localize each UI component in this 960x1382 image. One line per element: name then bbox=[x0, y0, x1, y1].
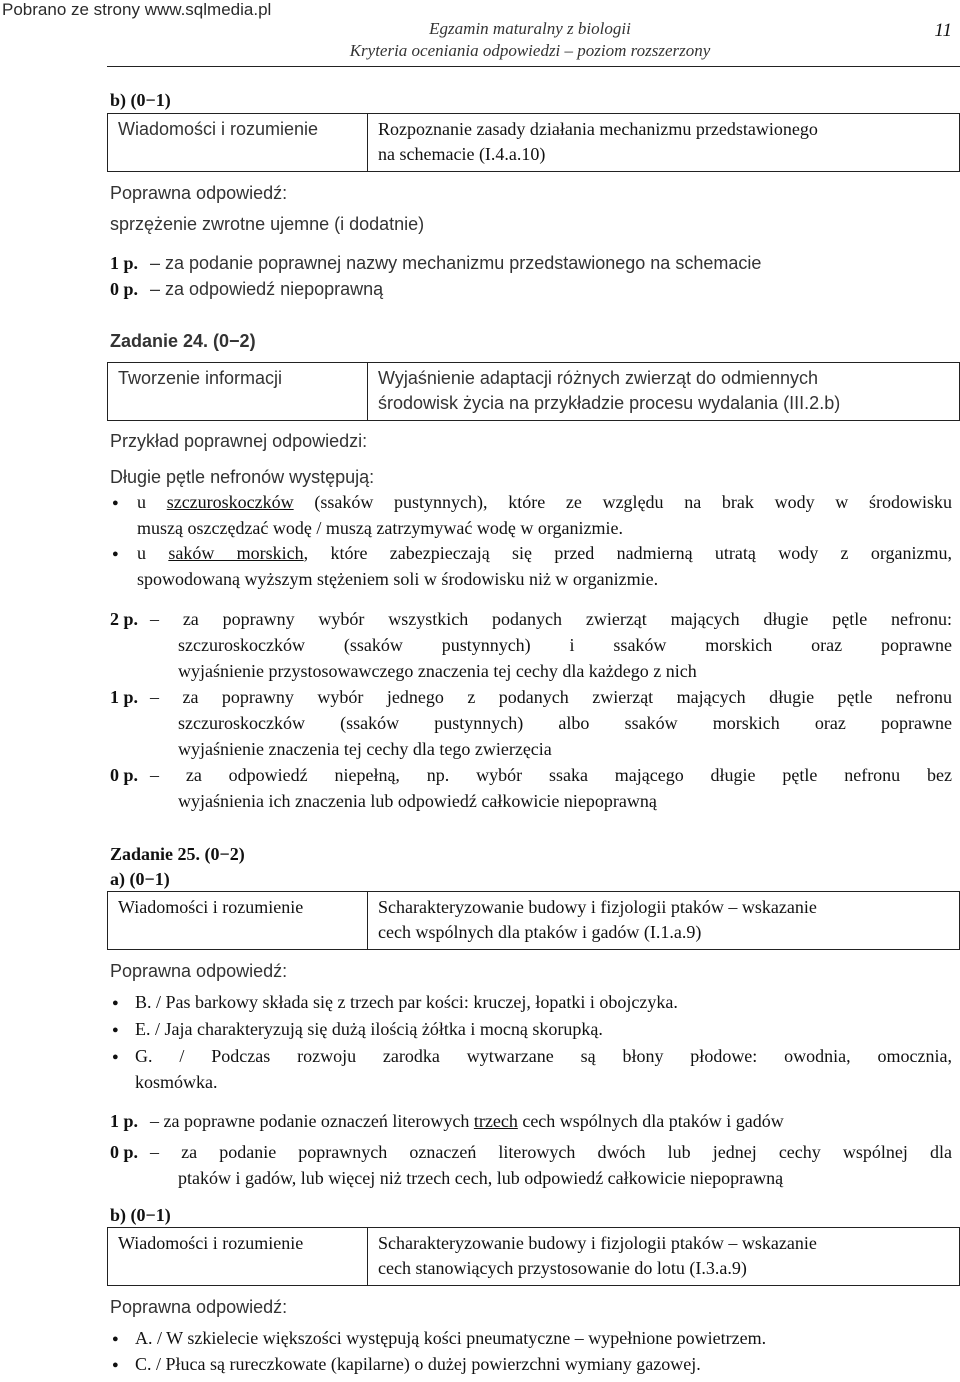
bullet-text: u bbox=[137, 492, 167, 512]
header-divider bbox=[107, 66, 960, 67]
answer-label: Poprawna odpowiedź: bbox=[110, 1297, 288, 1317]
bullet-icon: ● bbox=[112, 1024, 119, 1036]
skill-area: Wiadomości i rozumienie bbox=[108, 1228, 368, 1286]
requirement-line: Rozpoznanie zasady działania mechanizmu przedstawionego bbox=[378, 119, 818, 139]
requirement-line: cech stanowiących przystosowanie do lotu (I.3.a.9) bbox=[378, 1258, 747, 1278]
answer-item: G. / Podczas rozwoju zarodka wytwarzane są błony płodowe: owodnia, omocznia, bbox=[135, 1046, 952, 1066]
page-number: 11 bbox=[934, 20, 952, 41]
requirements-box-25a bbox=[107, 891, 960, 950]
answer-label: Poprawna odpowiedź: bbox=[110, 183, 288, 203]
score-points: 1 p. bbox=[110, 253, 139, 273]
requirements-box-25b bbox=[107, 1227, 960, 1286]
score-description: – za podanie poprawnej nazwy mechanizmu przedstawionego na schemacie bbox=[150, 253, 762, 273]
bullet-icon: ● bbox=[112, 1051, 119, 1063]
score-points: 2 p. bbox=[110, 609, 139, 629]
score-points: 0 p. bbox=[110, 1142, 139, 1162]
example-answer-label: Przykład poprawnej odpowiedzi: bbox=[110, 431, 368, 451]
score-description: – za odpowiedź niepoprawną bbox=[150, 279, 384, 299]
requirements-box-b1 bbox=[107, 113, 960, 172]
requirement-cell bbox=[368, 114, 960, 172]
skill-area: Wiadomości i rozumienie bbox=[108, 114, 368, 172]
task-24-title: Zadanie 24. (0−2) bbox=[110, 331, 256, 351]
score-1p-line3: wyjaśnienie znaczenia tej cechy dla tego zwierzęcia bbox=[178, 739, 552, 759]
bullet-text: , które zabezpieczają się przed nadmierną utratą wody z organizmu, bbox=[303, 543, 953, 563]
bullet-icon: ● bbox=[112, 1333, 119, 1345]
answer-bullet-2-cont: spowodowaną wyższym stężeniem soli w środowisku niż w organizmie. bbox=[137, 569, 659, 589]
task-25-title: Zadanie 25. (0−2) bbox=[110, 844, 245, 864]
answer-item: C. / Płuca są rureczkowate (kapilarne) o dużej powierzchni wymiany gazowej. bbox=[135, 1354, 701, 1374]
bullet-text: (ssaków pustynnych), które ze względu na brak wody w środowisku bbox=[293, 492, 952, 512]
score-0p bbox=[110, 276, 952, 302]
answer-item: E. / Jaja charakteryzują się dużą ilością żółtka i mocną skorupką. bbox=[135, 1019, 603, 1039]
subtask-b-title: b) (0−1) bbox=[110, 90, 171, 110]
underlined-term: trzech bbox=[473, 1111, 518, 1131]
score-2p-line1: – za poprawny wybór wszystkich podanych zwierząt mających długie pętle nefronu: bbox=[150, 609, 952, 629]
answer-bullet-1 bbox=[137, 489, 952, 515]
requirement-line: Wyjaśnienie adaptacji różnych zwierząt do odmiennych bbox=[378, 368, 819, 388]
answer-bullet-2 bbox=[137, 540, 952, 566]
bullet-icon: ● bbox=[112, 497, 119, 509]
page-header bbox=[290, 18, 770, 62]
score-text: cech wspólnych dla ptaków i gadów bbox=[517, 1111, 784, 1131]
score-2p-line2: szczuroskoczków (ssaków pustynnych) i ssaków morskich oraz poprawne bbox=[178, 635, 952, 655]
requirement-cell bbox=[368, 1228, 960, 1286]
score-1p-line1 bbox=[150, 1108, 784, 1134]
bullet-text: u bbox=[137, 543, 169, 563]
answer-item: A. / W szkielecie większości występują kości pneumatyczne – wypełnione powietrzem. bbox=[135, 1328, 767, 1348]
score-points: 0 p. bbox=[110, 765, 139, 785]
answer-item: B. / Pas barkowy składa się z trzech par kości: kruczej, łopatki i obojczyka. bbox=[135, 992, 678, 1012]
score-0p-line2: wyjaśnienia ich znaczenia lub odpowiedź całkowicie niepoprawną bbox=[178, 791, 657, 811]
score-text: – za poprawne podanie oznaczeń literowych bbox=[150, 1111, 474, 1131]
requirements-box-24 bbox=[107, 362, 960, 421]
requirement-line: Scharakteryzowanie budowy i fizjologii ptaków – wskazanie bbox=[378, 1233, 817, 1253]
score-1p bbox=[110, 250, 952, 276]
watermark: Pobrano ze strony www.sqlmedia.pl bbox=[2, 0, 272, 19]
skill-area: Tworzenie informacji bbox=[108, 363, 368, 421]
requirement-cell bbox=[368, 892, 960, 950]
score-0p-line1: – za podanie poprawnych oznaczeń literowych dwóch lub jednej cechy wspólnej dla bbox=[150, 1142, 952, 1162]
score-2p-line3: wyjaśnienie przystosowawczego znaczenia tej cechy dla każdego z nich bbox=[178, 661, 697, 681]
subtask-a-title: a) (0−1) bbox=[110, 869, 170, 889]
answer-intro: Długie pętle nefronów występują: bbox=[110, 467, 375, 487]
skill-area: Wiadomości i rozumienie bbox=[108, 892, 368, 950]
header-subtitle: Kryteria oceniania odpowiedzi – poziom rozszerzony bbox=[349, 41, 711, 60]
requirement-line: cech wspólnych dla ptaków i gadów (I.1.a.9) bbox=[378, 922, 702, 942]
answer-bullet-1-cont: muszą oszczędzać wodę / muszą zatrzymywać wodę w organizmie. bbox=[137, 518, 623, 538]
answer-item-cont: kosmówka. bbox=[135, 1072, 218, 1092]
answer-label: Poprawna odpowiedź: bbox=[110, 961, 288, 981]
underlined-term: saków morskich bbox=[168, 543, 304, 563]
score-1p-line2: szczuroskoczków (ssaków pustynnych) albo ssaków morskich oraz poprawne bbox=[178, 713, 952, 733]
header-title: Egzamin maturalny z biologii bbox=[429, 19, 631, 38]
score-points: 1 p. bbox=[110, 1111, 139, 1131]
score-1p-line1: – za poprawny wybór jednego z podanych zwierząt mających długie pętle nefronu bbox=[150, 687, 952, 707]
bullet-icon: ● bbox=[112, 997, 119, 1009]
correct-answer: sprzężenie zwrotne ujemne (i dodatnie) bbox=[110, 214, 425, 234]
subtask-b-title: b) (0−1) bbox=[110, 1205, 171, 1225]
bullet-icon: ● bbox=[112, 1359, 119, 1371]
score-0p-line2: ptaków i gadów, lub więcej niż trzech cech, lub odpowiedź całkowicie niepoprawną bbox=[178, 1168, 784, 1188]
underlined-term: szczuroskoczków bbox=[166, 492, 294, 512]
score-points: 1 p. bbox=[110, 687, 139, 707]
requirement-line: środowisk życia na przykładzie procesu wydalania (III.2.b) bbox=[378, 393, 841, 413]
bullet-icon: ● bbox=[112, 548, 119, 560]
score-0p-line1: – za odpowiedź niepełną, np. wybór ssaka mającego długie pętle nefronu bez bbox=[150, 765, 952, 785]
requirement-line: Scharakteryzowanie budowy i fizjologii ptaków – wskazanie bbox=[378, 897, 817, 917]
requirement-line: na schemacie (I.4.a.10) bbox=[378, 144, 546, 164]
score-points: 0 p. bbox=[110, 279, 139, 299]
requirement-cell bbox=[368, 363, 960, 421]
